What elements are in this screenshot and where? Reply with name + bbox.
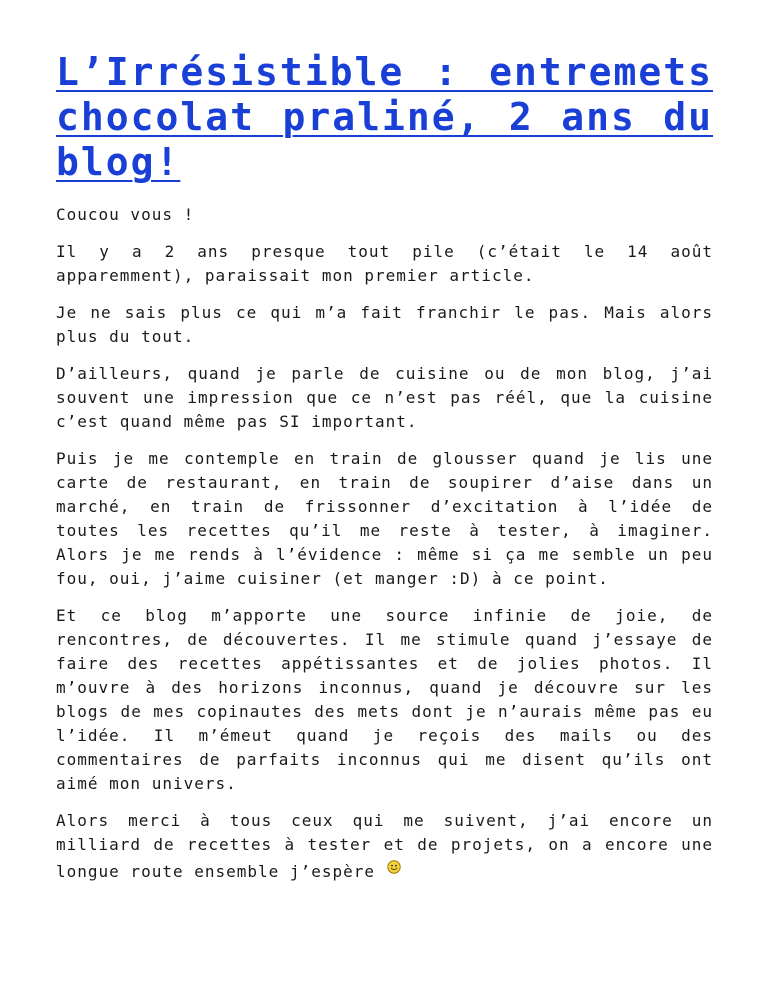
paragraph-greeting: Coucou vous ! bbox=[56, 205, 195, 224]
article bbox=[56, 50, 713, 897]
article-title-link[interactable]: L’Irrésistible : entremets chocolat praliné, 2 ans du blog! bbox=[56, 50, 713, 184]
paragraph-impression: D’ailleurs, quand je parle de cuisine ou de mon blog, j’ai souvent une impression que ce n’est pas réél, que la cuisine c’est quand même pas SI important. bbox=[56, 364, 713, 431]
paragraph-thanks-text: Alors merci à tous ceux qui me suivent, j’ai encore un milliard de recettes à tester et de projets, on a encore une longue route ensemble j’espère bbox=[56, 811, 713, 881]
paragraph-blog-joy: Et ce blog m’apporte une source infinie de joie, de rencontres, de découvertes. Il me stimule quand j’essaye de faire des recettes appétissantes et de jolies photos. Il m’ouvre à des horizons inconnus, quand je découvre sur les blogs de mes copinautes des mets dont je n’aurais même pas eu l’idée. Il m’émeut quand je reçois des mails ou des commentaires de parfaits inconnus qui me disent qu’ils ont aimé mon univers. bbox=[56, 606, 713, 793]
article-title bbox=[56, 50, 713, 185]
paragraph-passion: Puis je me contemple en train de glousser quand je lis une carte de restaurant, en train de soupirer d’aise dans un marché, en train de frissonner d’excitation à l’idée de toutes les recettes qu’il me reste à tester, à imaginer. Alors je me rends à l’évidence : même si ça me semble un peu fou, oui, j’aime cuisiner (et manger :D) à ce point. bbox=[56, 449, 713, 588]
paragraph-anniversary: Il y a 2 ans presque tout pile (c’était le 14 août apparemment), paraissait mon premier article. bbox=[56, 242, 713, 285]
paragraph-thanks bbox=[56, 809, 713, 884]
paragraph-first-step: Je ne sais plus ce qui m’a fait franchir le pas. Mais alors plus du tout. bbox=[56, 303, 713, 346]
smiley-icon bbox=[387, 857, 401, 871]
